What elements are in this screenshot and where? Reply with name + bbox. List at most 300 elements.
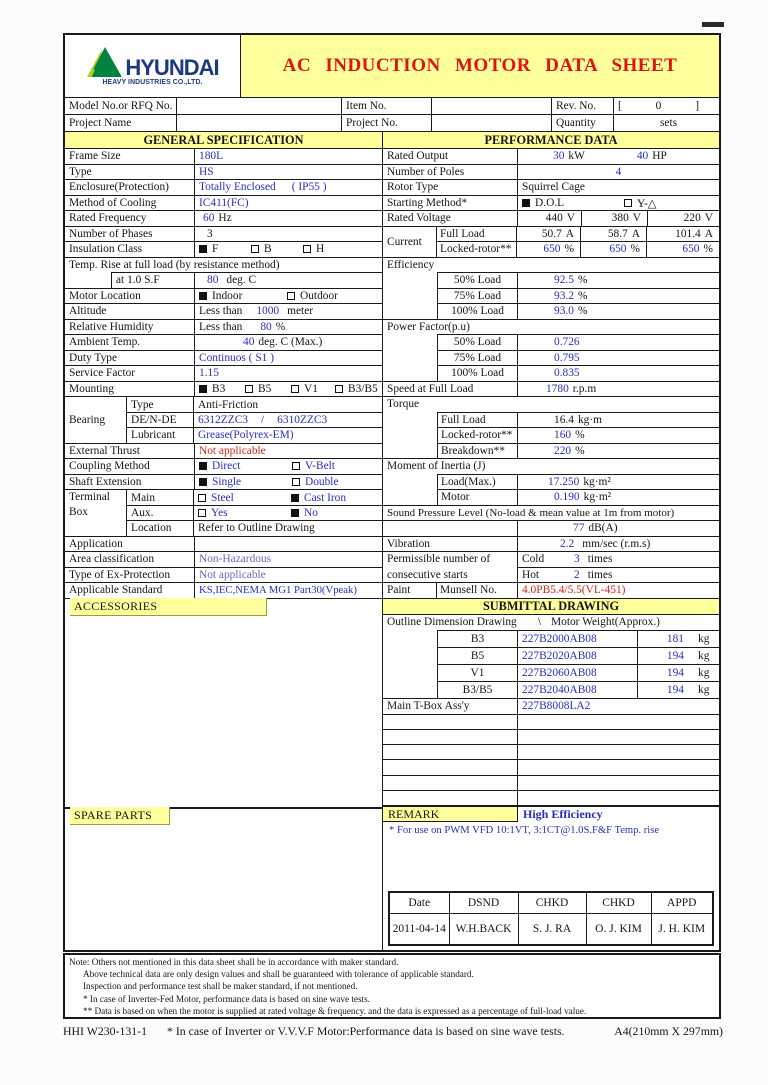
row-bearing-de — [127, 412, 382, 427]
spacer — [383, 272, 437, 288]
tbox-option-no: No — [304, 507, 318, 520]
frame-size-value: 180L — [199, 150, 224, 163]
bearing-block — [65, 396, 382, 443]
signoff-chkd1-value: S. J. RA — [518, 913, 586, 945]
rev-no-value — [614, 98, 719, 114]
row-spl-value — [383, 520, 719, 536]
starts-label-line1: Permissible number of — [387, 553, 491, 565]
duty-label: Duty Type — [65, 351, 195, 366]
standard-label: Applicable Standard — [65, 583, 195, 598]
current-380-value: 58.7 — [607, 227, 628, 240]
external-thrust-label: External Thrust — [65, 444, 195, 459]
service-factor-label: Service Factor — [65, 366, 195, 381]
insulation-label: Insulation Class — [65, 242, 195, 257]
inertia-motor-value: 0.190 — [554, 491, 580, 504]
spacer — [383, 647, 437, 664]
page-title: AC INDUCTION MOTOR DATA SHEET — [282, 55, 678, 76]
row-type — [65, 164, 382, 180]
insulation-h-checkbox-icon — [303, 245, 311, 253]
terminal-box-label — [65, 490, 127, 536]
motor-location-label: Motor Location — [65, 289, 195, 304]
hyundai-triangle-logo-icon — [86, 46, 122, 78]
submittal-header-row — [383, 598, 719, 614]
insulation-option-f: F — [212, 243, 219, 256]
voltage-380: 380 — [611, 212, 629, 225]
kg-unit: kg — [698, 683, 710, 696]
row-power-factor-header — [383, 319, 719, 335]
times-unit: times — [587, 553, 613, 566]
paint-label: Paint — [383, 583, 437, 598]
row-torque-full-load — [383, 412, 719, 428]
temp-rise-value: 80 — [207, 274, 219, 287]
current-220-value: 101.4 — [675, 227, 701, 240]
area-class-value: Non-Hazardous — [199, 553, 272, 566]
starts-hot-label: Hot — [522, 568, 540, 581]
current-unit: A — [704, 227, 713, 240]
coupling-option-direct: Direct — [212, 460, 241, 473]
application-label: Application — [65, 537, 195, 552]
starts-cold-value: 3 — [574, 553, 580, 566]
info-row-2 — [65, 114, 719, 131]
bearing-lubricant-label: Lubricant — [127, 428, 194, 442]
current-label: Current — [383, 227, 437, 257]
inertia-load-label: Load(Max.) — [437, 474, 518, 490]
row-insulation-class — [65, 241, 382, 257]
area-class-label: Area classification — [65, 552, 195, 567]
row-paint — [383, 582, 719, 598]
tbox-option-castiron: Cast Iron — [304, 491, 347, 504]
project-name-label: Project Name — [65, 115, 177, 131]
efficiency-100-label: 100% Load — [437, 303, 518, 319]
torque-label: Torque — [387, 398, 420, 411]
coupling-vbelt-checkbox-icon — [292, 462, 300, 470]
drawing-v1-mount: V1 — [437, 664, 518, 681]
current-unit: A — [565, 227, 574, 240]
humidity-value: 80 — [260, 320, 272, 333]
inertia-unit: kg·m² — [583, 475, 611, 488]
row-motor-location — [65, 288, 382, 304]
outline-separator: \ — [537, 616, 541, 628]
humidity-prefix: Less than — [199, 320, 243, 333]
drawing-b3-number: 227B2000AB08 — [522, 632, 597, 645]
submittal-drawing-header: SUBMITTAL DRAWING — [383, 599, 719, 614]
main-tbox-label: Main T-Box Ass'y — [383, 699, 518, 714]
drawing-b3b5-number: 227B2040AB08 — [522, 683, 597, 696]
row-efficiency-header — [383, 257, 719, 273]
motor-weight-label: Motor Weight(Approx.) — [551, 616, 660, 628]
blank-row — [383, 729, 719, 744]
rated-output-kw-unit: kW — [568, 150, 585, 163]
signoff-date-header: Date — [389, 892, 449, 913]
coupling-label: Coupling Method — [65, 459, 195, 474]
torque-unit: kg·m — [577, 413, 602, 426]
row-vibration — [383, 536, 719, 552]
percent-unit: % — [630, 243, 640, 256]
signoff-chkd2-header: CHKD — [586, 892, 651, 913]
row-tbox-location — [127, 520, 382, 535]
remark-section — [383, 805, 719, 822]
service-factor-value: 1.15 — [199, 367, 219, 380]
tbox-option-yes: Yes — [211, 507, 228, 520]
row-torque-locked-rotor — [383, 427, 719, 443]
general-specification-column — [65, 148, 383, 950]
enclosure-ip-rating: ( IP55 ) — [291, 181, 327, 194]
drawing-b5-weight: 194 — [666, 649, 684, 662]
kg-unit: kg — [698, 649, 710, 662]
row-tbox-aux — [127, 505, 382, 520]
percent-unit: % — [564, 243, 574, 256]
row-area-classification — [65, 551, 382, 567]
location-option-indoor: Indoor — [212, 289, 243, 302]
percent-unit: % — [703, 243, 713, 256]
enclosure-value: Totally Enclosed — [199, 181, 276, 194]
speed-unit: r.p.m — [572, 382, 597, 395]
spacer — [383, 489, 437, 505]
row-current-locked-rotor — [437, 241, 719, 256]
phases-value: 3 — [207, 227, 213, 240]
phases-label: Number of Phases — [65, 227, 195, 242]
locked-rotor-current-label: Locked-rotor** — [437, 242, 517, 256]
tbox-location-value: Refer to Outline Drawing — [198, 522, 315, 535]
row-pf-100 — [383, 365, 719, 381]
spacer — [383, 630, 437, 647]
speed-label: Speed at Full Load — [383, 382, 518, 397]
locked-rotor-380: 650 — [609, 243, 627, 256]
quantity-label: Quantity — [552, 115, 614, 131]
terminal-box-label-line1: Terminal — [69, 491, 110, 503]
title-banner — [241, 35, 719, 97]
bearing-label: Bearing — [65, 397, 127, 443]
frame-size-label: Frame Size — [65, 149, 195, 164]
pf-100-label: 100% Load — [437, 365, 518, 381]
signoff-table — [388, 891, 714, 946]
percent-unit: % — [577, 305, 588, 318]
current-block — [383, 226, 719, 257]
times-unit: times — [587, 568, 613, 581]
row-ambient-temp — [65, 334, 382, 350]
row-application — [65, 536, 382, 552]
remark-title: High Efficiency — [523, 807, 603, 822]
spacer — [383, 664, 437, 681]
shaft-label: Shaft Extension — [65, 475, 195, 490]
accessories-section — [65, 598, 382, 615]
row-rated-output — [383, 148, 719, 164]
row-frame-size — [65, 148, 382, 164]
remark-note: * For use on PWM VFD 10:1VT, 3:1CT@1.0S.F&F Temp. rise — [389, 825, 660, 837]
pf-50-label: 50% Load — [437, 334, 518, 350]
row-poles — [383, 164, 719, 180]
frequency-unit: Hz — [218, 212, 232, 225]
insulation-option-h: H — [316, 243, 325, 256]
external-thrust-value: Not applicable — [199, 444, 266, 457]
signoff-appd-value: J. H. KIM — [651, 913, 713, 945]
project-no-value — [432, 115, 552, 131]
signoff-header-row — [389, 892, 713, 913]
altitude-prefix: Less than — [199, 305, 243, 318]
efficiency-label: Efficiency — [387, 258, 435, 271]
drawing-v1-weight: 194 — [666, 666, 684, 679]
row-inertia-header — [383, 458, 719, 474]
item-no-value — [432, 98, 552, 114]
mounting-b3-checkbox-icon — [199, 385, 207, 393]
speed-value: 1780 — [546, 382, 569, 395]
tbox-option-steel: Steel — [211, 491, 234, 504]
enclosure-label: Enclosure(Protection) — [65, 180, 195, 195]
row-drawing-b5 — [383, 647, 719, 664]
notes-box — [63, 953, 721, 1019]
drawing-b3-mount: B3 — [437, 630, 518, 647]
row-temp-rise — [65, 257, 382, 273]
spacer — [383, 334, 437, 350]
insulation-option-b: B — [264, 243, 272, 256]
sheet-body — [65, 148, 719, 950]
signoff-dsnd-value: W.H.BACK — [449, 913, 518, 945]
spacer — [383, 427, 437, 443]
voltage-220: 220 — [683, 212, 701, 225]
current-full-load-label: Full Load — [437, 227, 517, 242]
starting-option-ydelta: Y-△ — [637, 197, 657, 210]
quantity-value: sets — [659, 117, 678, 129]
cooling-value: IC411(FC) — [199, 196, 249, 209]
blank-row — [383, 744, 719, 759]
tbox-location-label: Location — [127, 521, 194, 535]
mounting-v1-checkbox-icon — [291, 385, 299, 393]
row-speed — [383, 381, 719, 397]
mounting-b3b5-checkbox-icon — [335, 385, 343, 393]
drawing-b3b5-weight: 194 — [666, 683, 684, 696]
signoff-dsnd-header: DSND — [449, 892, 518, 913]
efficiency-75-value: 93.2 — [554, 289, 574, 302]
spare-parts-section — [65, 807, 382, 824]
vibration-value: 2.2 — [560, 537, 575, 550]
sheet-header — [65, 35, 719, 97]
coupling-direct-checkbox-icon — [199, 462, 207, 470]
row-drawing-b3b5 — [383, 681, 719, 698]
vibration-unit: mm/sec (r.m.s) — [582, 537, 651, 550]
shaft-option-double: Double — [305, 475, 339, 488]
row-efficiency-75 — [383, 288, 719, 304]
note-line-4: * In case of Inverter-Fed Motor, performance data is based on sine wave tests. — [83, 993, 370, 1004]
row-main-tbox — [383, 698, 719, 714]
row-phases — [65, 226, 382, 242]
row-mounting — [65, 381, 382, 397]
row-coupling — [65, 458, 382, 474]
application-value — [195, 537, 382, 552]
row-drawing-b3 — [383, 630, 719, 647]
row-efficiency-100 — [383, 303, 719, 319]
signoff-chkd2-value: O. J. KIM — [586, 913, 651, 945]
accessories-header: ACCESSORIES — [70, 598, 267, 616]
row-outline-header — [383, 614, 719, 630]
row-starts-cold — [518, 552, 719, 567]
row-duty-type — [65, 350, 382, 366]
starts-block — [383, 551, 719, 582]
ex-protection-value: Not applicable — [199, 568, 266, 581]
kg-unit: kg — [698, 666, 710, 679]
starts-hot-value: 2 — [574, 568, 580, 581]
locked-rotor-440: 650 — [543, 243, 561, 256]
altitude-label: Altitude — [65, 304, 195, 319]
location-outdoor-checkbox-icon — [287, 292, 295, 300]
row-torque-breakdown — [383, 443, 719, 459]
inertia-unit: kg·m² — [583, 491, 612, 504]
pf-75-value: 0.795 — [554, 351, 580, 364]
current-440-value: 50.7 — [541, 227, 562, 240]
rev-bracket-close: ] — [695, 100, 699, 112]
shaft-single-checkbox-icon — [199, 478, 207, 486]
starting-method-label: Starting Method* — [383, 196, 518, 211]
paper-size: A4(210mm X 297mm) — [614, 1024, 723, 1038]
humidity-label: Relative Humidity — [65, 320, 195, 335]
model-no-value — [177, 98, 342, 114]
altitude-unit: meter — [287, 305, 314, 318]
inertia-load-value: 17.250 — [548, 475, 580, 488]
voltage-440: 440 — [545, 212, 563, 225]
signoff-chkd1-header: CHKD — [518, 892, 586, 913]
starting-ydelta-checkbox-icon — [624, 199, 632, 207]
row-altitude — [65, 303, 382, 319]
torque-full-load-value: 16.4 — [554, 413, 574, 426]
drawing-b5-number: 227B2020AB08 — [522, 649, 597, 662]
note-line-1: Note: Others not mentioned in this data sheet shall be in accordance with maker standard. — [69, 957, 399, 967]
outline-drawing-label: Outline Dimension Drawing — [387, 616, 517, 628]
row-frequency — [65, 210, 382, 226]
standard-value: KS,IEC,NEMA MG1 Part30(Vpeak) — [199, 584, 357, 597]
general-specification-header: GENERAL SPECIFICATION — [65, 132, 383, 148]
tbox-aux-label: Aux. — [127, 506, 194, 520]
locked-rotor-220: 650 — [682, 243, 700, 256]
starting-option-dol: D.O.L — [535, 196, 565, 209]
insulation-b-checkbox-icon — [251, 245, 259, 253]
spacer — [383, 350, 437, 366]
spacer — [383, 412, 437, 428]
mounting-label: Mounting — [65, 382, 195, 397]
row-shaft-extension — [65, 474, 382, 490]
remark-header: REMARK — [383, 807, 518, 822]
rotor-label: Rotor Type — [383, 180, 518, 195]
inertia-motor-label: Motor — [437, 489, 518, 505]
ambient-unit: deg. C (Max.) — [258, 336, 323, 349]
row-torque-header — [383, 396, 719, 412]
munsell-label: Munsell No. — [437, 583, 518, 598]
temp-rise-unit: deg. C — [226, 274, 257, 287]
current-unit: A — [631, 227, 640, 240]
percent-unit: % — [577, 274, 588, 287]
row-drawing-v1 — [383, 664, 719, 681]
frequency-value: 60 — [203, 212, 215, 225]
ambient-label: Ambient Temp. — [65, 335, 195, 350]
row-cooling — [65, 195, 382, 211]
spacer — [383, 474, 437, 490]
row-ex-protection — [65, 567, 382, 583]
row-applicable-standard — [65, 582, 382, 598]
blank-row — [383, 790, 719, 805]
spacer — [383, 365, 437, 381]
performance-data-header: PERFORMANCE DATA — [383, 132, 719, 148]
efficiency-50-value: 92.5 — [554, 274, 574, 287]
humidity-unit: % — [275, 320, 286, 333]
rev-bracket-open: [ — [618, 100, 622, 112]
accessories-blank-area — [65, 615, 382, 807]
frequency-label: Rated Frequency — [65, 211, 195, 226]
rated-output-hp-unit: HP — [652, 150, 667, 163]
ambient-value: 40 — [243, 336, 255, 349]
poles-value: 4 — [615, 165, 622, 178]
row-external-thrust — [65, 443, 382, 459]
mounting-option-v1: V1 — [304, 382, 318, 395]
project-no-label: Project No. — [342, 115, 432, 131]
vibration-label: Vibration — [383, 537, 518, 552]
row-enclosure — [65, 179, 382, 195]
row-starting-method — [383, 195, 719, 211]
row-inertia-load — [383, 474, 719, 490]
starts-label-line2: consecutive starts — [387, 568, 468, 581]
logo-subtitle: HEAVY INDUSTRIES CO.,LTD. — [102, 79, 203, 86]
rated-voltage-label: Rated Voltage — [383, 211, 518, 226]
row-bearing-lubricant — [127, 427, 382, 442]
power-factor-label: Power Factor(p.u) — [387, 320, 470, 333]
altitude-value: 1000 — [256, 305, 280, 318]
project-name-value — [177, 115, 342, 131]
spl-unit: dB(A) — [588, 522, 618, 535]
location-indoor-checkbox-icon — [199, 292, 207, 300]
blank-row — [383, 714, 719, 729]
spacer — [65, 272, 111, 288]
rev-no-label: Rev. No. — [552, 98, 614, 114]
row-inertia-motor — [383, 489, 719, 505]
row-efficiency-50 — [383, 272, 719, 288]
pf-50-value: 0.726 — [554, 336, 580, 349]
shaft-option-single: Single — [212, 475, 242, 488]
company-logo — [65, 35, 241, 97]
row-humidity — [65, 319, 382, 335]
rated-output-kw-value: 30 — [553, 150, 565, 163]
torque-full-load-label: Full Load — [437, 412, 518, 428]
scan-artifact-mark — [702, 22, 724, 27]
type-label: Type — [65, 165, 195, 180]
spacer — [383, 681, 437, 698]
spacer — [383, 443, 437, 459]
bearing-lubricant-value: Grease(Polyrex-EM) — [198, 429, 294, 442]
drawing-b5-mount: B5 — [437, 647, 518, 664]
tbox-castiron-checkbox-icon — [291, 494, 299, 502]
percent-unit: % — [577, 289, 588, 302]
row-spl-header — [383, 505, 719, 521]
voltage-unit: V — [566, 212, 575, 225]
mounting-option-b3: B3 — [212, 382, 226, 395]
munsell-value: 4.0PB5.4/5.5(VL-451) — [522, 584, 626, 597]
bearing-de-value-1: 6312ZZC3 — [198, 414, 248, 427]
temp-rise-sf-label: at 1.0 S.F — [111, 272, 195, 288]
blank-row — [383, 759, 719, 774]
row-rated-voltage — [383, 210, 719, 226]
row-tbox-main — [127, 490, 382, 505]
row-current-full-load — [437, 227, 719, 242]
spacer — [383, 303, 437, 319]
coupling-option-vbelt: V-Belt — [305, 460, 335, 473]
temp-rise-label: Temp. Rise at full load (by resistance method) — [69, 258, 280, 271]
starts-cold-label: Cold — [522, 553, 545, 566]
performance-data-column — [383, 148, 719, 950]
page-footer — [63, 1024, 723, 1039]
signoff-date-value: 2011-04-14 — [389, 913, 449, 945]
efficiency-75-label: 75% Load — [437, 288, 518, 304]
insulation-f-checkbox-icon — [199, 245, 207, 253]
torque-breakdown-label: Breakdown** — [437, 443, 518, 459]
tbox-aux-yes-checkbox-icon — [198, 509, 206, 517]
percent-unit: % — [575, 444, 585, 457]
spl-empty-cell — [383, 521, 518, 536]
